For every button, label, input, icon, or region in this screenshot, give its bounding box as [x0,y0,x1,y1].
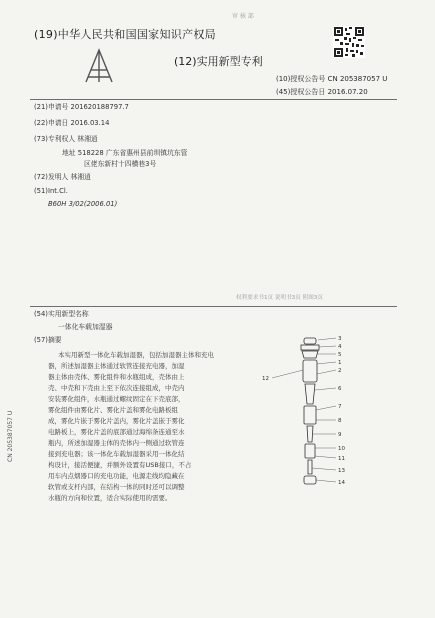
callout-label: 3 [338,336,342,342]
callout-label: 11 [338,456,345,462]
utility-model-title: 一体化车载加湿器 [58,323,113,331]
abstract-line: 水瓶的方向和位置，适合实际使用的需要。 [48,494,172,502]
page-counts: 权利要求书1页 说明书3页 附图3页 [236,295,323,301]
abstract-rule [30,306,397,307]
publication-number: (10)授权公告号 CN 205387057 U [276,75,388,83]
abstract-label: (57)摘要 [34,336,62,344]
abstract-line: 雾化组件由雾化片、雾化片盖和雾化电路板组 [48,406,178,414]
callout-label: 13 [338,468,345,474]
abstract-drawing [252,334,372,494]
int-cl-value: B60H 3/02(2006.01) [48,200,118,208]
callout-label: 2 [338,368,342,374]
abstract-line: 成，雾化片嵌于雾化片盖内，雾化片盖嵌于雾化 [48,417,185,425]
title-label: (54)实用新型名称 [34,310,89,318]
abstract-line: 器，所述加湿器主体通过软管连接充电器，加湿 [48,362,185,370]
abstract-line: 瓶内，所述加湿器主体的壳体内一侧通过软管连 [48,439,185,447]
callout-label: 14 [338,480,345,486]
document-type: (12)实用新型专利 [174,55,263,68]
header-rule [30,99,397,100]
callout-label: 10 [338,446,345,452]
callout-label: 9 [338,432,342,438]
abstract-line: 构设计，接活便捷，并额外设置有USB接口，不占 [48,461,192,469]
callout-label: 6 [338,386,342,392]
inventor: (72)发明人 林湘逍 [34,173,91,181]
abstract-line: 接到充电器；该一体化车载加湿器采用一体化结 [48,450,185,458]
side-publication-label: CN 205387057 U [7,410,14,462]
abstract-line: 器主体由壳体、雾化组件和水瓶组成，壳体由上 [48,373,185,381]
abstract-line: 本实用新型一体化车载加湿器，包括加湿器主体和充电 [58,351,214,359]
callout-label: 1 [338,360,342,366]
callout-label: 5 [338,352,342,358]
patentee: (73)专利权人 林湘逍 [34,135,98,143]
abstract-line: 电路板上，雾化片盖的底部通过海绵条连通至水 [48,428,185,436]
address-line-2: 区佬东新村十四横巷3号 [84,160,157,168]
abstract-line: 安装雾化组件，水瓶通过螺纹固定在下壳底部， [48,395,185,403]
callout-label: 7 [338,404,342,410]
address-line-1: 地址 518228 广东省惠州县前圳镇坑东管 [62,149,188,157]
publication-date: (45)授权公告日 2016.07.20 [276,88,368,96]
qr-code [333,26,365,58]
filing-date: (22)申请日 2016.03.14 [34,119,110,127]
callout-label: 12 [262,376,269,382]
int-cl-label: (51)Int.Cl. [34,187,68,195]
abstract-line: 用车内点烟器口的充电功能，电源走线均隐藏在 [48,472,185,480]
application-number: (21)申请号 201620188797.7 [34,103,129,111]
abstract-line: 软管或支杆内部，在结构一体的同时还可以调整 [48,483,185,491]
authority-heading: (19)中华人民共和国国家知识产权局 [34,28,216,41]
office-stamp: 审 核 部 [232,13,254,20]
cnipa-logo-icon [82,46,116,86]
callout-label: 8 [338,418,342,424]
abstract-line: 壳、中壳和下壳由上至下依次连接组成，中壳内 [48,384,185,392]
callout-label: 4 [338,344,342,350]
